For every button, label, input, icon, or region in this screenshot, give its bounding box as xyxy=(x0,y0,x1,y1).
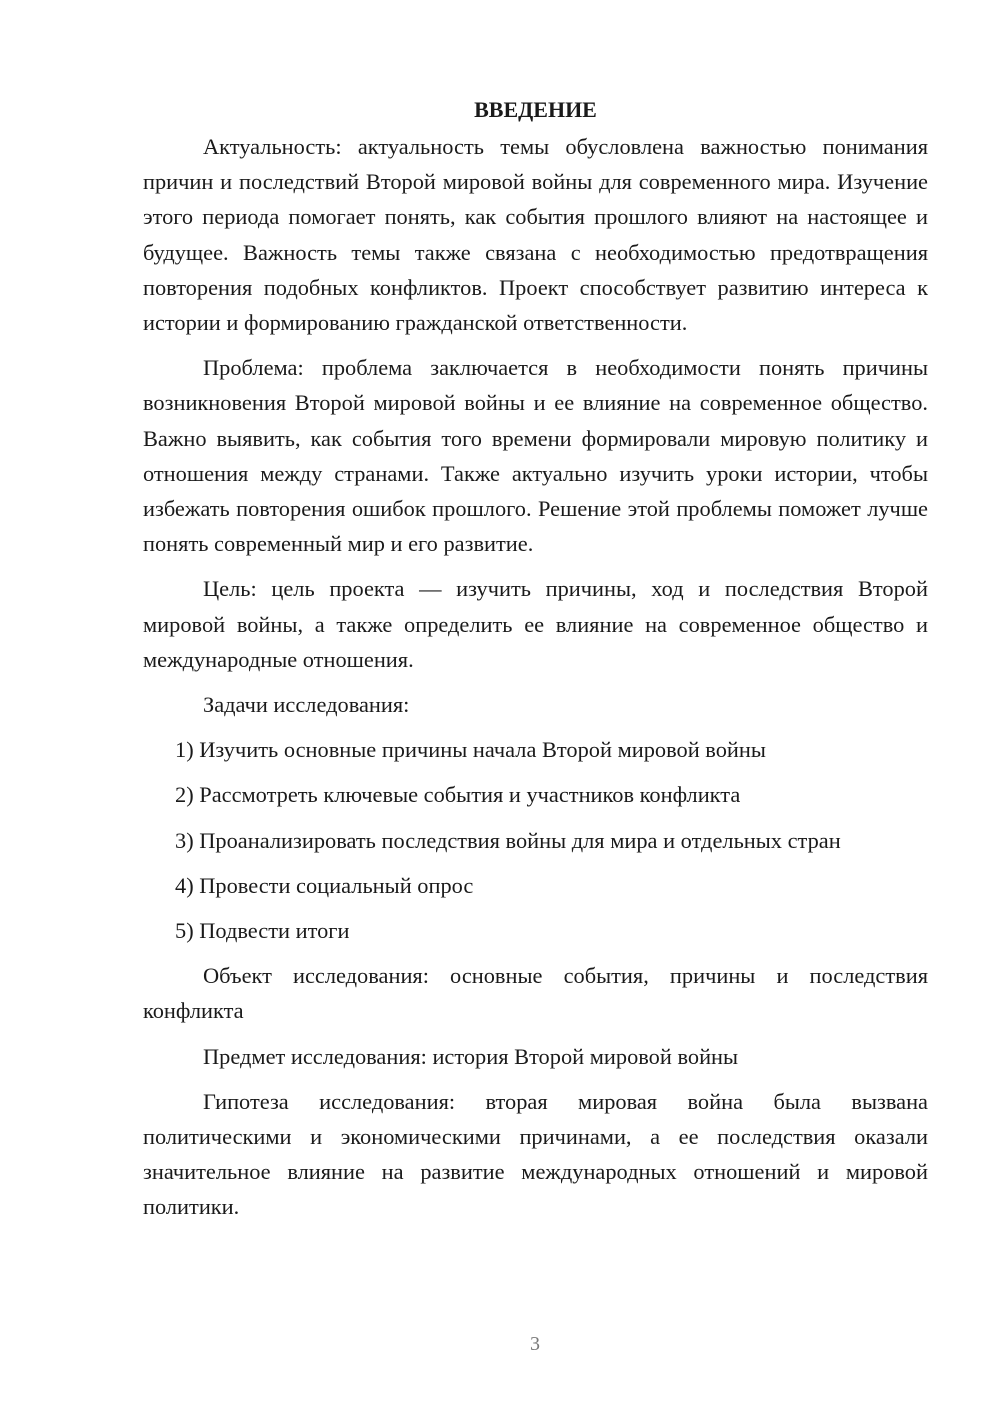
page-title: ВВЕДЕНИЕ xyxy=(474,97,597,122)
list-item: 3) Проанализировать последствия войны для мира и отдельных стран xyxy=(175,827,841,853)
paragraph-problem: Проблема: проблема заключается в необходимости понять причины возникновения Второй мировой войны и ее влияние на современное общество. Важно выявить, как события того времени формировали мировую политику и отношения между странами. Также актуально изучить уроки истории, чтобы избежать повторения ошибок прошлого. Решение этой проблемы поможет лучше понять современный мир и его развитие. xyxy=(143,355,928,557)
paragraph-goal: Цель: цель проекта — изучить причины, ход и последствия Второй мировой войны, а также определить ее влияние на современное общество и международные отношения. xyxy=(143,576,928,672)
paragraph-subject: Предмет исследования: история Второй мировой войны xyxy=(203,1043,739,1069)
tasks-list xyxy=(143,732,928,948)
list-item: 1) Изучить основные причины начала Второй мировой войны xyxy=(175,737,766,763)
tasks-heading: Задачи исследования: xyxy=(203,692,410,718)
document-page xyxy=(143,95,928,1235)
list-item: 5) Подвести итоги xyxy=(175,918,350,944)
paragraph-object: Объект исследования: основные события, причины и последствия конфликта xyxy=(143,963,928,1024)
page-number: 3 xyxy=(530,1333,540,1355)
list-item: 2) Рассмотреть ключевые события и участников конфликта xyxy=(175,782,741,808)
paragraph-hypothesis: Гипотеза исследования: вторая мировая война была вызвана политическими и экономическими причинами, а ее последствия оказали значительное влияние на развитие международных отношений и мировой политики. xyxy=(143,1088,928,1220)
list-item: 4) Провести социальный опрос xyxy=(175,872,474,898)
paragraph-relevance: Актуальность: актуальность темы обусловлена важностью понимания причин и последствий Второй мировой войны для современного мира. Изучение этого периода помогает понять, как события прошлого влияют на настоящее и будущее. Важность темы также связана с необходимостью предотвращения повторения подобных конфликтов. Проект способствует развитию интереса к истории и формированию гражданской ответственности. xyxy=(143,134,928,336)
